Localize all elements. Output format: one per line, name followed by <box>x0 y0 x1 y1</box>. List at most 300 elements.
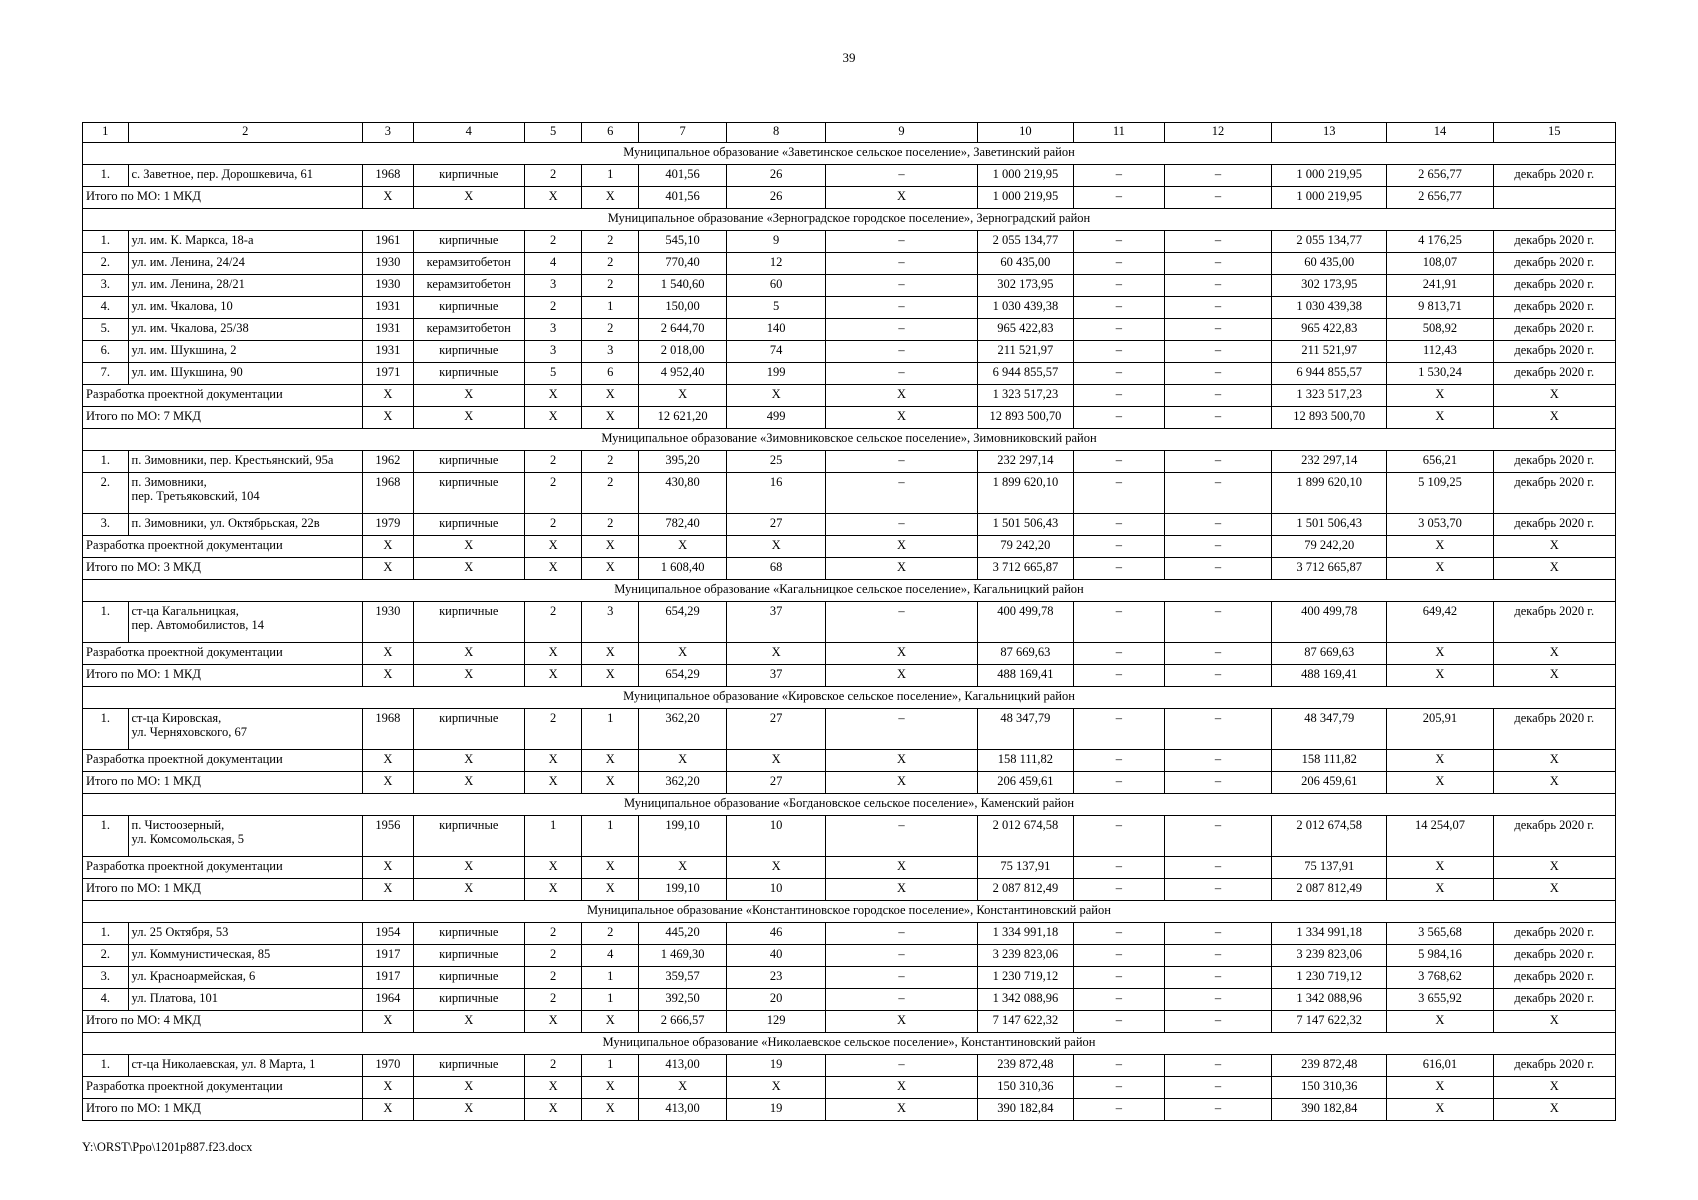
table-cell: – <box>1073 187 1164 209</box>
table-cell: 2 <box>582 319 639 341</box>
table-cell: X <box>1493 558 1615 580</box>
row-number: 1. <box>83 602 129 643</box>
table-cell: 232 297,14 <box>977 451 1073 473</box>
table-cell: – <box>826 709 978 750</box>
table-cell: 1964 <box>363 989 414 1011</box>
table-cell: 2 012 674,58 <box>977 816 1073 857</box>
table-cell: 3 712 665,87 <box>977 558 1073 580</box>
table-cell: X <box>413 879 524 901</box>
table-cell: 3 <box>524 275 582 297</box>
summary-label: Разработка проектной документации <box>83 385 363 407</box>
table-cell: 74 <box>727 341 826 363</box>
table-cell: декабрь 2020 г. <box>1493 945 1615 967</box>
table-cell: 4 <box>524 253 582 275</box>
table-cell: кирпичные <box>413 297 524 319</box>
table-cell: 770,40 <box>639 253 727 275</box>
table-row <box>83 514 1616 536</box>
table-cell: – <box>1073 709 1164 750</box>
summary-label: Итого по МО: 1 МКД <box>83 187 363 209</box>
table-cell: 2 <box>524 945 582 967</box>
table-cell: – <box>1073 514 1164 536</box>
table-cell: 616,01 <box>1387 1055 1493 1077</box>
table-cell: – <box>1073 945 1164 967</box>
table-cell: 2 <box>524 1055 582 1077</box>
table-cell: X <box>413 1099 524 1121</box>
table-cell: 23 <box>727 967 826 989</box>
row-number: 1. <box>83 816 129 857</box>
table-cell: декабрь 2020 г. <box>1493 253 1615 275</box>
section-row <box>83 1033 1616 1055</box>
column-header: 3 <box>363 123 414 143</box>
table-cell: – <box>1164 536 1271 558</box>
column-header: 2 <box>128 123 363 143</box>
table-cell: X <box>1493 750 1615 772</box>
table-cell: 3 239 823,06 <box>977 945 1073 967</box>
table-row <box>83 945 1616 967</box>
row-number: 2. <box>83 473 129 514</box>
table-cell: 1 <box>582 989 639 1011</box>
table-cell: 1930 <box>363 253 414 275</box>
table-cell: – <box>1073 451 1164 473</box>
table-cell: X <box>413 536 524 558</box>
summary-row <box>83 1077 1616 1099</box>
table-cell: кирпичные <box>413 231 524 253</box>
table-cell: X <box>1493 879 1615 901</box>
table-cell: 206 459,61 <box>1272 772 1387 794</box>
table-cell: – <box>1073 923 1164 945</box>
table-cell: X <box>524 536 582 558</box>
table-cell: X <box>524 665 582 687</box>
table-cell: 400 499,78 <box>977 602 1073 643</box>
table-cell: кирпичные <box>413 341 524 363</box>
table-cell: 75 137,91 <box>1272 857 1387 879</box>
table-cell: 5 <box>524 363 582 385</box>
table-cell: X <box>826 857 978 879</box>
table-cell: X <box>363 1099 414 1121</box>
section-title: Муниципальное образование «Кагальницкое сельское поселение», Кагальницкий район <box>83 580 1616 602</box>
table-cell: 12 621,20 <box>639 407 727 429</box>
table-cell: X <box>413 750 524 772</box>
address-line: ул. Черняховского, 67 <box>131 725 247 739</box>
table-cell: 2 <box>524 297 582 319</box>
table-cell: 1931 <box>363 319 414 341</box>
address-cell: ул. им. К. Маркса, 18-а <box>128 231 363 253</box>
summary-label: Разработка проектной документации <box>83 857 363 879</box>
table-cell: 1 <box>582 165 639 187</box>
column-header: 7 <box>639 123 727 143</box>
table-cell: 1 899 620,10 <box>1272 473 1387 514</box>
address-cell: с. Заветное, пер. Дорошкевича, 61 <box>128 165 363 187</box>
address-cell: ул. Коммунистическая, 85 <box>128 945 363 967</box>
table-cell: – <box>826 1055 978 1077</box>
table-cell: декабрь 2020 г. <box>1493 165 1615 187</box>
table-cell: 12 <box>727 253 826 275</box>
column-header: 10 <box>977 123 1073 143</box>
table-cell: 1 334 991,18 <box>1272 923 1387 945</box>
table-cell: X <box>1493 407 1615 429</box>
table-cell: 7 147 622,32 <box>977 1011 1073 1033</box>
table-cell: 3 <box>524 341 582 363</box>
table-cell: 1 <box>582 1055 639 1077</box>
table-cell: 2 <box>524 709 582 750</box>
table-cell: 1931 <box>363 297 414 319</box>
table-cell: 1931 <box>363 341 414 363</box>
section-row <box>83 580 1616 602</box>
table-cell: 19 <box>727 1099 826 1121</box>
table-cell: X <box>363 772 414 794</box>
table-cell: – <box>1164 857 1271 879</box>
table-cell: – <box>1073 253 1164 275</box>
table-row <box>83 709 1616 750</box>
table-cell: 129 <box>727 1011 826 1033</box>
housing-register-table <box>82 122 1616 1121</box>
table-cell: X <box>639 643 727 665</box>
column-header: 15 <box>1493 123 1615 143</box>
table-cell: 302 173,95 <box>1272 275 1387 297</box>
table-cell: 206 459,61 <box>977 772 1073 794</box>
table-cell: – <box>1164 297 1271 319</box>
table-cell: 1961 <box>363 231 414 253</box>
table-cell: 2 <box>582 473 639 514</box>
table-cell: кирпичные <box>413 816 524 857</box>
table-cell: 1917 <box>363 945 414 967</box>
table-cell: X <box>413 1077 524 1099</box>
column-header: 6 <box>582 123 639 143</box>
table-cell: 6 944 855,57 <box>977 363 1073 385</box>
footer-file-path: Y:\ORST\Ppo\1201p887.f23.docx <box>82 1140 253 1154</box>
table-cell: 232 297,14 <box>1272 451 1387 473</box>
page-number: 39 <box>842 50 856 65</box>
table-cell: X <box>363 643 414 665</box>
address-line: п. Чистоозерный, <box>131 818 225 832</box>
table-cell: 5 984,16 <box>1387 945 1493 967</box>
section-title: Муниципальное образование «Богдановское сельское поселение», Каменский район <box>83 794 1616 816</box>
row-number: 2. <box>83 945 129 967</box>
table-cell: 1 501 506,43 <box>1272 514 1387 536</box>
table-cell: 1 000 219,95 <box>1272 165 1387 187</box>
column-header: 13 <box>1272 123 1387 143</box>
table-cell: кирпичные <box>413 473 524 514</box>
table-cell: 392,50 <box>639 989 727 1011</box>
table-cell: 3 <box>582 602 639 643</box>
table-cell: 359,57 <box>639 967 727 989</box>
table-cell: кирпичные <box>413 989 524 1011</box>
table-cell: – <box>1073 750 1164 772</box>
table-cell: 199,10 <box>639 816 727 857</box>
table-cell: X <box>363 879 414 901</box>
table-cell: 1 540,60 <box>639 275 727 297</box>
table-cell <box>1493 187 1615 209</box>
table-cell: 19 <box>727 1055 826 1077</box>
table-cell: X <box>524 407 582 429</box>
table-cell: 3 <box>524 319 582 341</box>
table-cell: 1917 <box>363 967 414 989</box>
table-cell: 488 169,41 <box>1272 665 1387 687</box>
table-cell: 2 <box>524 231 582 253</box>
summary-row <box>83 750 1616 772</box>
table-cell: 965 422,83 <box>977 319 1073 341</box>
table-cell: 2 <box>524 989 582 1011</box>
table-cell: декабрь 2020 г. <box>1493 275 1615 297</box>
table-cell: X <box>727 643 826 665</box>
table-cell: X <box>1387 643 1493 665</box>
table-cell: 2 <box>582 451 639 473</box>
summary-label: Итого по МО: 1 МКД <box>83 665 363 687</box>
address-cell: ул. Красноармейская, 6 <box>128 967 363 989</box>
table-cell: 10 <box>727 816 826 857</box>
table-cell: X <box>363 187 414 209</box>
table-cell: X <box>1493 772 1615 794</box>
table-cell: X <box>524 1011 582 1033</box>
table-cell: 2 <box>524 514 582 536</box>
table-cell: – <box>1164 407 1271 429</box>
row-number: 5. <box>83 319 129 341</box>
table-cell: 1968 <box>363 709 414 750</box>
table-cell: X <box>1387 1011 1493 1033</box>
table-cell: – <box>826 967 978 989</box>
section-title: Муниципальное образование «Николаевское сельское поселение», Константиновский район <box>83 1033 1616 1055</box>
section-title: Муниципальное образование «Зимовниковское сельское поселение», Зимовниковский район <box>83 429 1616 451</box>
table-cell: 108,07 <box>1387 253 1493 275</box>
summary-row <box>83 187 1616 209</box>
table-cell: 25 <box>727 451 826 473</box>
table-cell: – <box>1164 275 1271 297</box>
table-cell: X <box>639 536 727 558</box>
table-cell: 1 000 219,95 <box>977 165 1073 187</box>
table-cell: – <box>1164 1099 1271 1121</box>
table-cell: кирпичные <box>413 514 524 536</box>
column-header: 14 <box>1387 123 1493 143</box>
table-cell: 6 944 855,57 <box>1272 363 1387 385</box>
table-cell: – <box>1073 816 1164 857</box>
table-row <box>83 967 1616 989</box>
table-cell: 150 310,36 <box>977 1077 1073 1099</box>
table-cell: 430,80 <box>639 473 727 514</box>
table-cell: 1 334 991,18 <box>977 923 1073 945</box>
table-row <box>83 816 1616 857</box>
table-cell: X <box>1493 1011 1615 1033</box>
table-cell: X <box>727 536 826 558</box>
table-cell: 3 768,62 <box>1387 967 1493 989</box>
table-cell: – <box>1164 341 1271 363</box>
row-number: 1. <box>83 231 129 253</box>
table-cell: кирпичные <box>413 1055 524 1077</box>
table-cell: 390 182,84 <box>977 1099 1073 1121</box>
table-cell: X <box>524 1077 582 1099</box>
table-cell: 654,29 <box>639 602 727 643</box>
table-cell: 413,00 <box>639 1099 727 1121</box>
summary-row <box>83 879 1616 901</box>
summary-row <box>83 1099 1616 1121</box>
address-cell: ул. им. Шукшина, 2 <box>128 341 363 363</box>
table-cell: X <box>639 1077 727 1099</box>
address-line: пер. Третьяковский, 104 <box>131 489 260 503</box>
table-cell: декабрь 2020 г. <box>1493 341 1615 363</box>
section-title: Муниципальное образование «Константиновское городское поселение», Константиновский район <box>83 901 1616 923</box>
table-cell: X <box>524 857 582 879</box>
table-cell: декабрь 2020 г. <box>1493 989 1615 1011</box>
table-cell: – <box>826 602 978 643</box>
summary-label: Разработка проектной документации <box>83 750 363 772</box>
table-cell: 7 147 622,32 <box>1272 1011 1387 1033</box>
table-cell: 14 254,07 <box>1387 816 1493 857</box>
table-cell: 68 <box>727 558 826 580</box>
table-cell: – <box>826 253 978 275</box>
table-cell: X <box>1387 1099 1493 1121</box>
table-cell: X <box>826 385 978 407</box>
table-cell: – <box>1073 297 1164 319</box>
table-cell: 2 <box>582 514 639 536</box>
section-row <box>83 429 1616 451</box>
table-row <box>83 363 1616 385</box>
table-cell: 1 <box>582 709 639 750</box>
address-line: ст-ца Кагальницкая, <box>131 604 239 618</box>
summary-row <box>83 536 1616 558</box>
table-cell: X <box>826 1099 978 1121</box>
column-header: 4 <box>413 123 524 143</box>
table-cell: 1979 <box>363 514 414 536</box>
table-cell: – <box>826 923 978 945</box>
table-cell: X <box>524 1099 582 1121</box>
table-cell: 1 000 219,95 <box>977 187 1073 209</box>
table-cell: 199,10 <box>639 879 727 901</box>
table-cell: 2 <box>524 923 582 945</box>
table-cell: 654,29 <box>639 665 727 687</box>
address-cell: ул. 25 Октября, 53 <box>128 923 363 945</box>
table-cell: – <box>826 231 978 253</box>
table-cell: 2 055 134,77 <box>1272 231 1387 253</box>
table-cell: керамзитобетон <box>413 275 524 297</box>
table-cell: – <box>1164 967 1271 989</box>
address-cell: ул. им. Ленина, 24/24 <box>128 253 363 275</box>
table-cell: – <box>1164 816 1271 857</box>
table-cell: – <box>1164 989 1271 1011</box>
summary-label: Итого по МО: 3 МКД <box>83 558 363 580</box>
table-cell: декабрь 2020 г. <box>1493 967 1615 989</box>
table-cell: 1 608,40 <box>639 558 727 580</box>
table-cell: – <box>1073 1077 1164 1099</box>
table-cell: X <box>1493 536 1615 558</box>
column-header: 12 <box>1164 123 1271 143</box>
table-cell: 87 669,63 <box>1272 643 1387 665</box>
table-row <box>83 451 1616 473</box>
column-header: 9 <box>826 123 978 143</box>
table-cell: X <box>1387 407 1493 429</box>
table-cell: X <box>727 857 826 879</box>
table-cell: – <box>1073 772 1164 794</box>
summary-row <box>83 772 1616 794</box>
summary-label: Разработка проектной документации <box>83 643 363 665</box>
table-cell: X <box>1493 1099 1615 1121</box>
table-cell: 3 239 823,06 <box>1272 945 1387 967</box>
table-cell: 37 <box>727 602 826 643</box>
table-cell: – <box>1164 385 1271 407</box>
row-number: 1. <box>83 923 129 945</box>
table-cell: – <box>826 945 978 967</box>
table-cell: декабрь 2020 г. <box>1493 363 1615 385</box>
table-cell: 239 872,48 <box>1272 1055 1387 1077</box>
table-cell: X <box>363 407 414 429</box>
table-cell: кирпичные <box>413 709 524 750</box>
section-title: Муниципальное образование «Кировское сельское поселение», Кагальницкий район <box>83 687 1616 709</box>
table-cell: X <box>826 1077 978 1099</box>
table-cell: декабрь 2020 г. <box>1493 816 1615 857</box>
row-number: 3. <box>83 967 129 989</box>
row-number: 1. <box>83 165 129 187</box>
summary-row <box>83 1011 1616 1033</box>
table-cell: 1 <box>582 816 639 857</box>
table-cell: 4 952,40 <box>639 363 727 385</box>
summary-row <box>83 558 1616 580</box>
table-cell: – <box>1164 187 1271 209</box>
table-cell: X <box>1493 643 1615 665</box>
table-cell: X <box>582 1077 639 1099</box>
table-cell: X <box>524 750 582 772</box>
table-cell: X <box>413 1011 524 1033</box>
table-cell: – <box>1164 514 1271 536</box>
table-cell: X <box>524 772 582 794</box>
table-cell: X <box>363 857 414 879</box>
table-cell: X <box>1387 879 1493 901</box>
address-cell <box>128 602 363 643</box>
table-cell: X <box>727 385 826 407</box>
table-cell: X <box>582 1011 639 1033</box>
row-number: 1. <box>83 709 129 750</box>
table-cell: – <box>1164 879 1271 901</box>
table-cell: 9 <box>727 231 826 253</box>
table-cell: – <box>1073 319 1164 341</box>
table-cell: декабрь 2020 г. <box>1493 514 1615 536</box>
table-cell: – <box>1164 602 1271 643</box>
table-cell: X <box>1387 558 1493 580</box>
address-cell <box>128 816 363 857</box>
section-row <box>83 794 1616 816</box>
row-number: 4. <box>83 989 129 1011</box>
table-cell: 48 347,79 <box>1272 709 1387 750</box>
table-cell: 362,20 <box>639 709 727 750</box>
table-cell: X <box>363 750 414 772</box>
table-cell: 545,10 <box>639 231 727 253</box>
table-cell: 2 644,70 <box>639 319 727 341</box>
table-cell: 1 323 517,23 <box>977 385 1073 407</box>
table-cell: – <box>1073 165 1164 187</box>
table-cell: 656,21 <box>1387 451 1493 473</box>
table-cell: 46 <box>727 923 826 945</box>
table-cell: 150 310,36 <box>1272 1077 1387 1099</box>
table-cell: 3 565,68 <box>1387 923 1493 945</box>
table-cell: 1 <box>582 967 639 989</box>
table-cell: 2 <box>524 967 582 989</box>
table-cell: – <box>826 473 978 514</box>
table-cell: X <box>582 772 639 794</box>
table-cell: 140 <box>727 319 826 341</box>
table-cell: кирпичные <box>413 602 524 643</box>
table-cell: 1 <box>582 297 639 319</box>
table-cell: 60 435,00 <box>977 253 1073 275</box>
table-cell: 302 173,95 <box>977 275 1073 297</box>
table-cell: X <box>582 187 639 209</box>
table-cell: X <box>639 857 727 879</box>
table-cell: X <box>524 558 582 580</box>
table-cell: 445,20 <box>639 923 727 945</box>
table-cell: – <box>1164 1055 1271 1077</box>
table-cell: X <box>363 665 414 687</box>
table-cell: 2 <box>524 165 582 187</box>
table-cell: 2 055 134,77 <box>977 231 1073 253</box>
table-cell: – <box>1164 451 1271 473</box>
table-row <box>83 1055 1616 1077</box>
table-cell: X <box>582 536 639 558</box>
